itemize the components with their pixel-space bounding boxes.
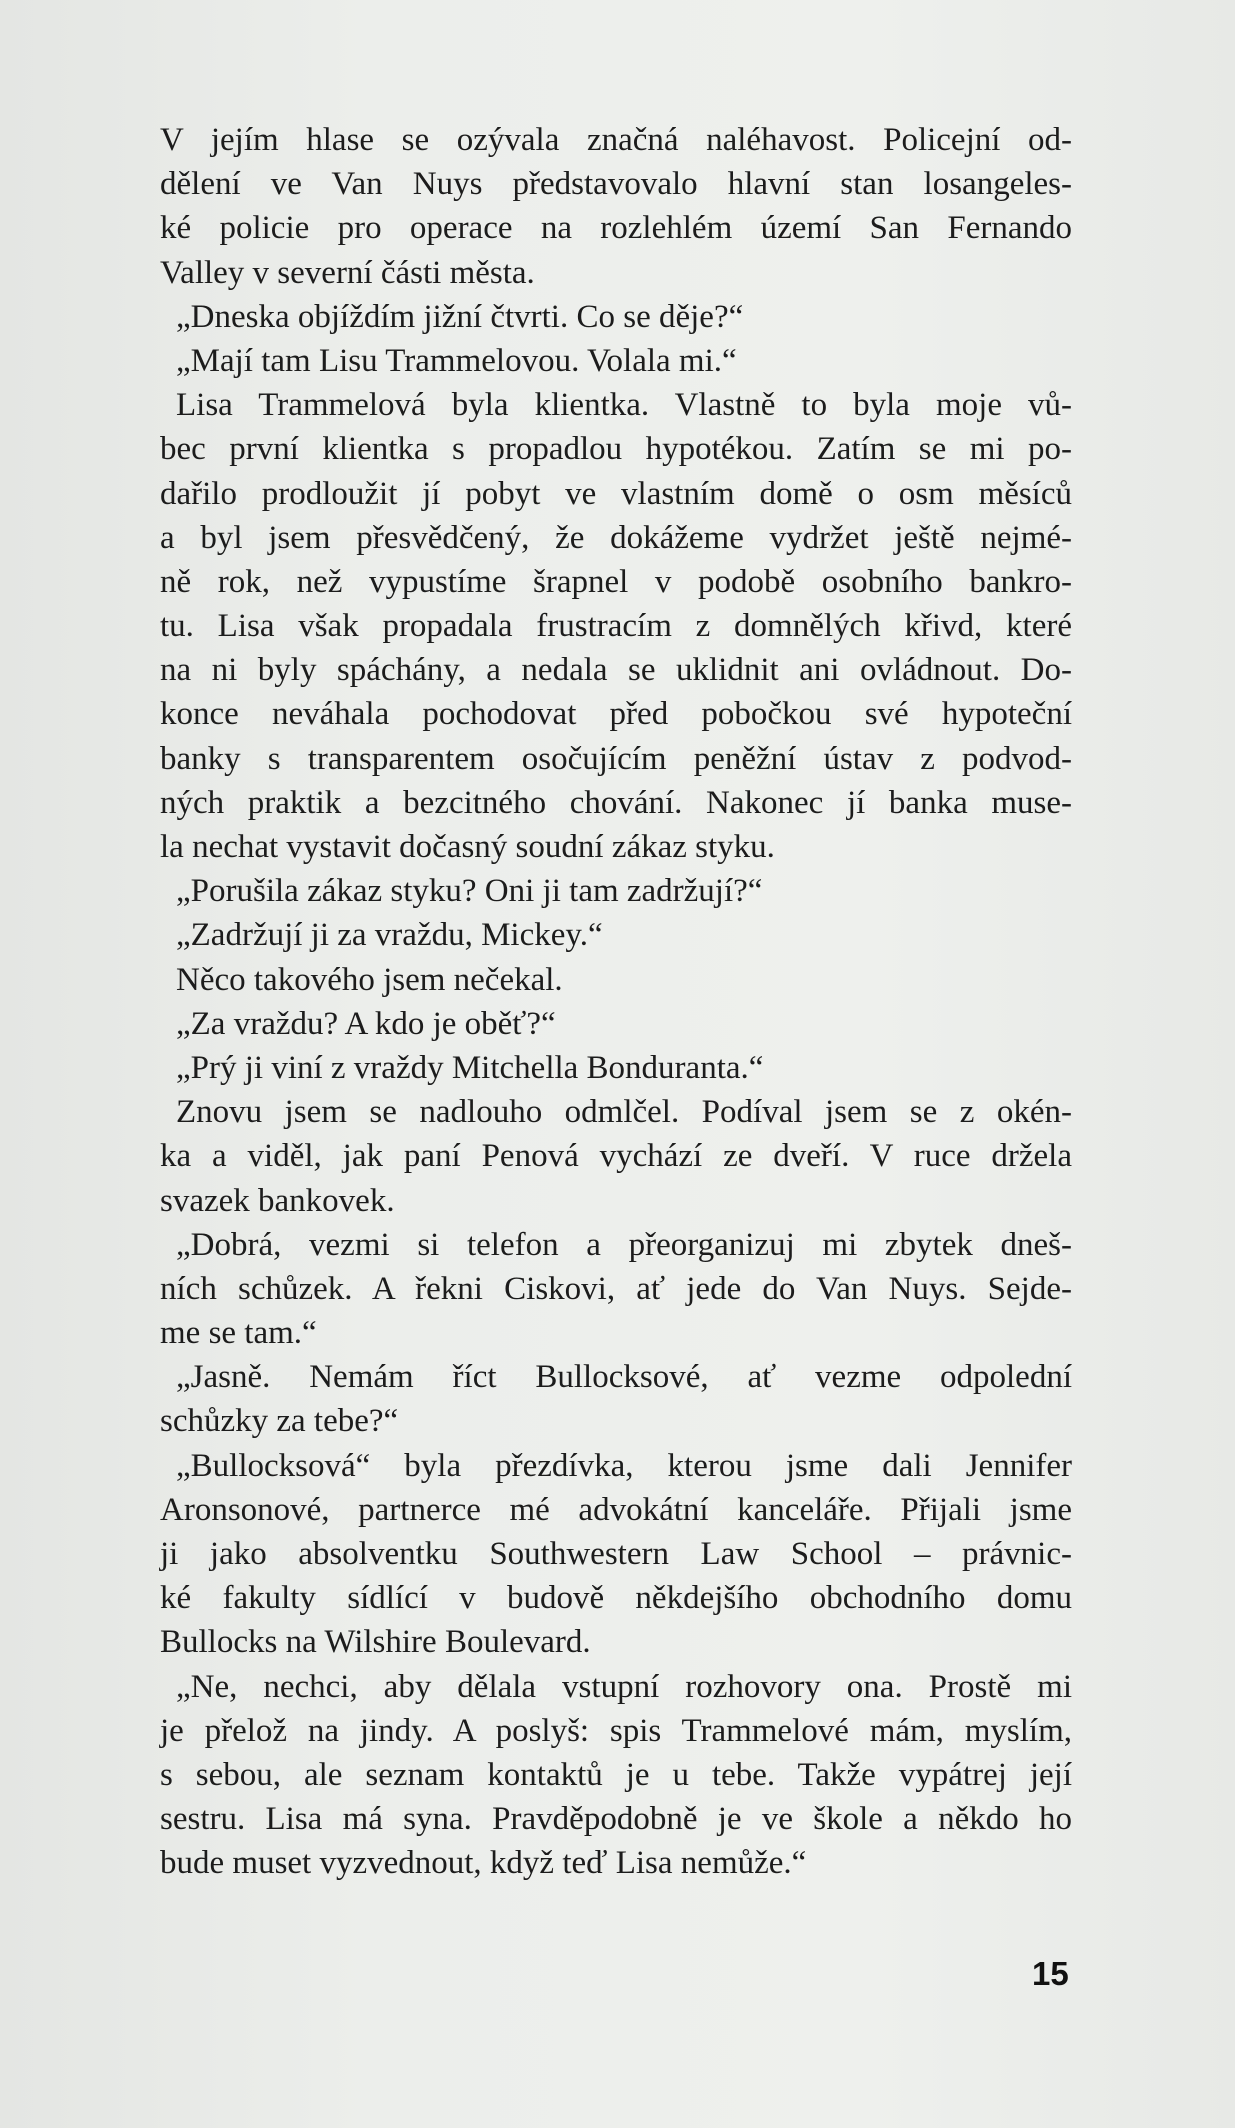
- text-line: la nechat vystavit dočasný soudní zákaz styku.: [160, 829, 775, 865]
- text-line: bec první klientka s propadlou hypotékou. Zatím se mi po-: [160, 431, 1072, 468]
- body-text: [160, 118, 1072, 1886]
- text-line: „Jasně. Nemám říct Bullocksové, ať vezme odpolední: [176, 1359, 1072, 1396]
- text-line: ních schůzek. A řekni Ciskovi, ať jede do Van Nuys. Sejde-: [160, 1270, 1072, 1307]
- text-line: Lisa Trammelová byla klientka. Vlastně to byla moje vů-: [176, 387, 1072, 424]
- text-line: ně rok, než vypustíme šrapnel v podobě osobního bankro-: [160, 563, 1072, 600]
- text-line: „Porušila zákaz styku? Oni ji tam zadržují?“: [176, 873, 763, 910]
- text-line: „Prý ji viní z vraždy Mitchella Bonduranta.“: [176, 1049, 764, 1086]
- text-line: ka a viděl, jak paní Penová vychází ze dveří. V ruce držela: [160, 1138, 1072, 1175]
- text-line: bude muset vyzvednout, když teď Lisa nemůže.“: [160, 1845, 807, 1882]
- text-line: Aronsonové, partnerce mé advokátní kanceláře. Přijali jsme: [160, 1491, 1072, 1528]
- text-line: dařilo prodloužit jí pobyt ve vlastním domě o osm měsíců: [160, 475, 1072, 512]
- text-line: banky s transparentem osočujícím peněžní ústav z podvod-: [160, 740, 1072, 777]
- page-number: 15: [1032, 1955, 1069, 1992]
- text-line: sestru. Lisa má syna. Pravděpodobně je ve škole a někdo ho: [160, 1801, 1072, 1838]
- text-line: ji jako absolventku Southwestern Law School – právnic-: [160, 1536, 1072, 1572]
- text-line: konce neváhala pochodovat před pobočkou své hypoteční: [160, 696, 1072, 733]
- text-line: me se tam.“: [160, 1315, 317, 1352]
- text-line: na ni byly spáchány, a nedala se uklidnit ani ovládnout. Do-: [160, 652, 1072, 689]
- text-line: a byl jsem přesvědčený, že dokážeme vydržet ještě nejmé-: [160, 519, 1072, 556]
- text-line: „Zadržují ji za vraždu, Mickey.“: [176, 917, 603, 954]
- text-line: V jejím hlase se ozývala značná naléhavost. Policejní od-: [160, 122, 1072, 158]
- text-line: „Ne, nechci, aby dělala vstupní rozhovory ona. Prostě mi: [176, 1668, 1072, 1705]
- text-line: dělení ve Van Nuys představovalo hlavní stan losangeles-: [160, 166, 1072, 203]
- text-line: s sebou, ale seznam kontaktů je u tebe. Takže vypátrej její: [160, 1756, 1072, 1793]
- text-line: svazek bankovek.: [160, 1182, 395, 1219]
- text-line: schůzky za tebe?“: [160, 1403, 399, 1440]
- text-line: Bullocks na Wilshire Boulevard.: [160, 1624, 591, 1661]
- text-line: ké fakulty sídlící v budově někdejšího obchodního domu: [160, 1580, 1072, 1617]
- text-line: ké policie pro operace na rozlehlém území San Fernando: [160, 210, 1072, 247]
- text-line: tu. Lisa však propadala frustracím z domnělých křivd, které: [160, 608, 1072, 645]
- text-line: „Dobrá, vezmi si telefon a přeorganizuj mi zbytek dneš-: [176, 1226, 1072, 1263]
- text-line: „Bullocksová“ byla přezdívka, kterou jsme dali Jennifer: [176, 1447, 1072, 1484]
- text-line: je přelož na jindy. A poslyš: spis Trammelové mám, myslím,: [160, 1712, 1072, 1749]
- text-line: „Mají tam Lisu Trammelovou. Volala mi.“: [176, 342, 737, 379]
- text-line: „Za vraždu? A kdo je oběť?“: [176, 1005, 556, 1042]
- text-line: Něco takového jsem nečekal.: [176, 961, 563, 998]
- text-line: Valley v severní části města.: [160, 254, 535, 291]
- text-line: „Dneska objíždím jižní čtvrti. Co se děje?“: [176, 298, 744, 335]
- text-line: ných praktik a bezcitného chování. Nakonec jí banka muse-: [160, 784, 1072, 821]
- text-line: Znovu jsem se nadlouho odmlčel. Podíval jsem se z okén-: [176, 1094, 1072, 1131]
